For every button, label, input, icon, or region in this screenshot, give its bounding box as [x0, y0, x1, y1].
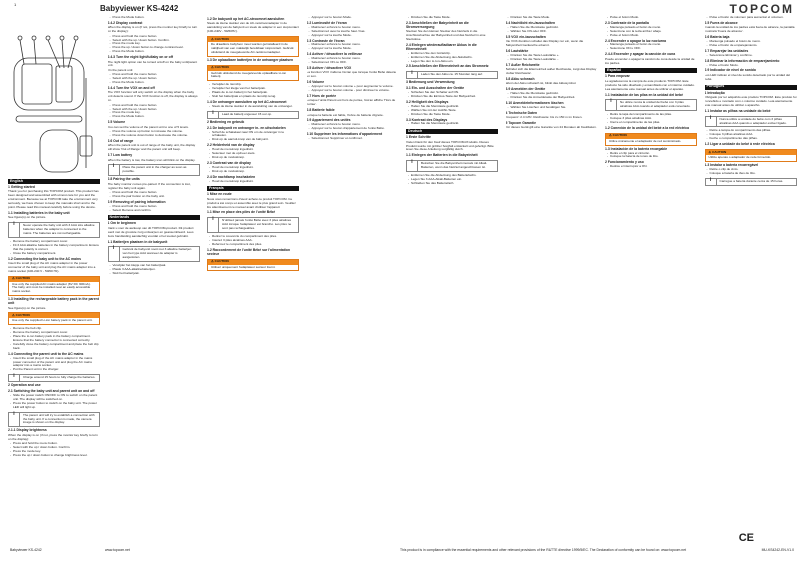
list-item: - Press the up / down button to change brightness level. [8, 454, 100, 458]
list-item: - Appuyez sur la touche Mode. [307, 47, 399, 51]
paragraph: Frequenz: 2.4 GHz. Reichweite: bis zu 150 m im Freien. [505, 115, 583, 120]
caution-text: De draadloze babyfoon moet worden geïnstalleerd in de nabijheid van een makkelijk bereikbaar stopcontact. Gebruik uitsluitend de meegeleverde AC-netstroomadapter. [211, 42, 294, 54]
info-note [108, 164, 200, 176]
section-heading: 2.1 Switching the baby unit and parent unit on and off [8, 389, 95, 394]
paragraph: Insert the small plug of the AC mains adaptor in the power connector of the baby unit and plug the AC mains adaptor into a mains socket (100-240 V - 50/60 Hz). [8, 260, 96, 273]
list-item: - Select with the up / down button. [108, 108, 200, 112]
section-heading: 1 Om te beginnen [107, 221, 136, 226]
list-item: - Press the mode key. [8, 450, 100, 454]
section-heading: 3.6 Lautstärke [505, 48, 529, 53]
caution-box [8, 312, 100, 325]
info-icon: i [9, 223, 20, 237]
note-text: Laad de batterij ongeveer 15 uur op. [222, 111, 272, 116]
caution-header: ⚠ CAUTION [208, 37, 298, 42]
text-column [108, 16, 200, 541]
list-item: - Plaats de Li-ion batterij in het batterijvak. [207, 91, 299, 95]
list-item: - Remove the battery compartment cover. [8, 331, 100, 335]
paragraph: Befindet sich die Elterneinheit außer Reichweite, zeigt das Display 'Außer Reichweite'. [505, 66, 597, 75]
list-item: - Wählen Sie ON oder OFF. [506, 30, 598, 34]
list-item: - Select with the up / down button. Confirm. [8, 446, 100, 450]
language-header: Nederlands [108, 215, 200, 220]
paragraph: The baby monitor comes pre-paired. If the connection is lost, register the baby unit again. [107, 181, 191, 190]
section-heading: 3.2 Helligkeit des Displays [406, 99, 449, 104]
page-number: 1 [14, 2, 17, 7]
text-column [406, 16, 498, 541]
list-item: - Retirez le couvercle du compartiment des piles. [207, 235, 299, 239]
caution-text: Gebruik uitsluitend de meegeleverde oplaadbare Li-ion batterij. [211, 70, 287, 79]
list-item: - Press and hold the menu button. [108, 35, 200, 39]
caution-header: ⚠ CAUTION [208, 260, 298, 265]
paragraph: When the display is on (if not, press the monitor key briefly to turn on the display): [8, 432, 98, 441]
paragraph: Steek de kleine stekker van de AC-netstroomadapter in de aansluiting van de babyunit en steek de adapter in een stopcontact (100-240V - 50/60Hz). [207, 21, 299, 34]
list-item: - Schuif de schakelaar naar ON om de ontvanger in te schakelen. [207, 131, 299, 139]
paragraph: When the parent unit is out of range of the baby unit, the display will show 'Out of Range' and the parent unit will beep. [107, 143, 196, 152]
section-heading: 1.4 Connecting the parent unit to the AC mains [8, 351, 84, 356]
footer-website[interactable]: www.topcom.net [105, 548, 130, 552]
section-heading: 2.8 Eliminar la información de emparejamiento [704, 58, 780, 63]
section-heading: 1.1 Installing batteries in the baby unit [8, 210, 70, 215]
list-item: - Sélectionnez ON ou OFF. [307, 61, 399, 65]
section-heading: 1 Erste Schritte [406, 135, 431, 140]
section-heading: 2 Bediening en gebruik [207, 119, 245, 124]
list-item: - Wählen Sie mit der Auf/Ab-Taste. [406, 109, 498, 113]
paragraph: Für dieses Gerät gilt eine Garantie von 24 Monaten ab Kaufdatum. [505, 125, 597, 130]
list-item: - Carefully close the battery compartment and place the belt clip back. [8, 343, 100, 351]
section-heading: 3.5 VOX ein-/ausschalten [505, 34, 546, 39]
info-icon: i [208, 112, 219, 118]
section-heading: 1 Mise en route [207, 192, 232, 197]
caution-box [705, 149, 797, 162]
language-header: English [8, 179, 100, 184]
section-heading: 2.6 Out of range [107, 138, 134, 143]
list-item: - Verwijder de riemclip. [207, 83, 299, 87]
paragraph: When the display is on (if not, press the monitor key briefly to turn on the display): [107, 25, 198, 34]
section-heading: 1.1 Batterijen plaatsen in de babyunit [107, 239, 168, 244]
section-heading: 3 Bedienung und Verwendung [406, 80, 455, 85]
list-item: - Place the Li-ion battery pack in the battery compartment. Ensure that the battery connector is connected correctly. [8, 335, 100, 343]
section-heading: 3.4 Nachtlicht ein-/ausschalten [505, 20, 556, 25]
section-heading: 1.1 Instalar as pilhas na unidade do bebé [704, 108, 771, 113]
paragraph: Die VOX-Funktion schaltet das Display nur ein, wenn die Babyeinheit Geräusche erkennt. [505, 39, 584, 47]
section-heading: 2.5 Fuera de alcance [704, 20, 738, 25]
list-item: - Pulse el botón Modo. [705, 64, 797, 68]
list-item: - Press the Mode button. [108, 81, 200, 85]
section-heading: 2.10 Supprimer les informations d'appariement [306, 132, 383, 137]
section-heading: 1.4 De ontvanger aansluiten op het AC-stroomnet [207, 100, 287, 104]
info-icon: i [109, 247, 120, 261]
paragraph: Vielen Dank für den Kauf dieses TOPCOM-Produkts. Dieses Produkt wurde mit größter Sorgfalt entwickelt und gefertigt. Bitte lesen Sie diese Anleitung sorgfältig durch. [406, 139, 494, 152]
text-column [506, 16, 598, 541]
caution-text: Utilice únicamente el adaptador de red suministrado. [609, 138, 682, 143]
caution-box [8, 276, 100, 297]
section-heading: 1.1 Einlegen der Batterien in die Babyeinheit [406, 153, 478, 158]
list-item: - Mantenga pulsado el botón de menú. [605, 43, 697, 47]
language-header: Español [605, 68, 697, 73]
text-column [207, 16, 299, 541]
section-heading: 1.3 De oplaadbare batterijen in de ontvanger plaatsen [207, 57, 294, 62]
list-item: - Plaats 3 AAA-alkalinebatterijen. [108, 268, 200, 272]
list-item: - Maintenez enfoncé le bouton menu. [307, 123, 399, 127]
list-item: - Press the Mode button. [108, 115, 200, 119]
list-item: - Press the Mode button. [108, 16, 200, 20]
list-item: - Seleccione ON u OFF. [605, 47, 697, 51]
list-item: - Pulse el botón de emparejamiento. [705, 44, 797, 48]
info-note [8, 222, 100, 238]
section-heading: 2 Funcionamiento y uso [605, 160, 644, 165]
caution-box [207, 65, 299, 82]
list-item: - Coloque a bateria de iões de lítio. [705, 172, 797, 176]
section-heading: 2 Operation and use [8, 383, 41, 388]
footer-compliance: This product is in compliance with the essential requirements and other relevant provisions of the R&TTE directive 1999/5/EC. The Declaration of conformity can be found on: www.topcom.net [400, 548, 687, 552]
list-item: - Maintenez enfoncé le bouton menu. [307, 26, 399, 30]
list-item: - Coloque 3 pilhas alcalinas AAA. [705, 133, 797, 137]
list-item: - Press the mode key. [108, 42, 200, 46]
section-heading: 2.4 De nachtlamp inschakelen [207, 174, 256, 179]
section-heading: 2.4.4 Encender y apagar la canción de cuna [605, 52, 676, 57]
list-item: - Retire o clip de cinto. [705, 168, 797, 172]
section-heading: 2.2 Luminosité de l'écran [306, 20, 347, 25]
caution-header: ⚠ CAUTION [606, 134, 696, 139]
list-item: - Halten Sie die Menütaste gedrückt. [506, 26, 598, 30]
list-item: - Slide the power switch ON/OFF to ON to switch on the parent unit. The display will be switched on. [8, 394, 100, 402]
paragraph: Stecken Sie den kleinen Stecker des Netzteils in die Anschlussbuchse der Babyeinheit und das Netzteil in eine Steckdose. [406, 29, 486, 42]
section-heading: 1.3 Instalar a bateria recarregável [704, 162, 759, 167]
note-text: Nunca utilize a unidade do bebé com 3 pilhas alcalinas AAA quando o adaptador estiver ligado. [719, 116, 787, 125]
info-note [406, 160, 498, 172]
list-item: - Insert the small plug of the AC mains adaptor in the mains power connector of the parent unit and plug the AC mains adaptor into a mains socket. [8, 357, 100, 369]
page-title: Babyviewer KS-4242 [100, 4, 179, 13]
list-item: - Druk op de modusknop. [207, 170, 299, 174]
info-note [406, 71, 498, 79]
info-icon: i [407, 161, 418, 171]
list-item: - Steek de kleine stekker in de aansluiting van de ontvanger. [207, 105, 299, 109]
list-item: - Press and hold the menu button. [8, 442, 100, 446]
list-item: - Entfernen Sie die Abdeckung des Batteriefachs. [406, 174, 498, 178]
list-item: - Drücken Sie die Taste Lautstärke +. [506, 54, 598, 58]
paragraph: On the parent unit: [107, 67, 134, 72]
paragraph: The VOX function will only switch on the display when the baby unit detects sound. If the VOX function is off, the display is always on. [107, 90, 198, 103]
list-item: - Verwijder het klepje van het batterijvak. [207, 87, 299, 91]
note-text: Carregue a bateria durante cerca de 15 horas. [719, 178, 784, 183]
list-item: - Press the up / down button to change contrast level. [108, 46, 200, 50]
list-item: - Press and hold the menu button. [108, 191, 200, 195]
paragraph: Thank you for purchasing this TOPCOM product. This product has been designed and assembled with utmost care for you and the environment. Because we at TOPCOM take the environment very seriously, we have chosen to keep the manuals short and to the point. Please read this manual carefully before using the device. [8, 189, 99, 209]
list-item: - Mantenga pulsado el botón de menú. [605, 26, 697, 30]
list-item: - Remove the battery compartment cover. [8, 240, 100, 244]
list-item: - Cierre el compartimento de las pilas. [605, 121, 697, 125]
section-heading: 2.6 Batería baja [704, 35, 730, 40]
info-icon: i [9, 413, 20, 427]
paragraph: Nous vous remercions d'avoir acheté ce produit TOPCOM. Ce produit a été conçu et assemblé avec le plus grand soin. Veuillez lire attentivement ce manuel avant d'utiliser l'appareil. [207, 196, 296, 209]
list-item: - Deslice el interruptor a ON. [605, 165, 697, 169]
list-item: - Mantenga pulsado el botón de menú. [705, 40, 797, 44]
caution-header: ⚠ CAUTION [208, 66, 298, 71]
section-heading: 2.9 Indicador de nivel de sonido [704, 68, 756, 73]
list-item: - Wählen Sie Löschen und bestätigen Sie. [506, 106, 598, 110]
paragraph: Wenn der Akku schwach ist, blinkt das Akkusymbol. [505, 81, 577, 86]
section-heading: 2.4 Einlegen wiederaufladbarer Akkus in die Elterneinheit [406, 42, 477, 51]
note-text: Place the parent unit in the charger as soon as possible. [122, 165, 187, 174]
section-heading: 2.7 Low battery [107, 153, 133, 158]
note-text: Gebruik de babyunit nooit met 3 alkaline batterijen van het type AAA wanneer de adapter is aangesloten. [122, 247, 192, 260]
section-heading: 2.5 Activer / désactiver VOX [306, 65, 352, 70]
section-heading: 2.1 De babyunit en ontvanger in- en uitschakelen [207, 125, 286, 130]
note-text: The parent unit will try to establish a connection with the baby unit. If a connection is made, the camera image is shown on the display. [23, 412, 95, 425]
list-item: - Press the volume up button to increase the volume. [108, 130, 200, 134]
list-item: - Press the power button to switch on the baby unit. The power LED will light up. [8, 402, 100, 410]
list-item: - Feche o compartimento das pilhas. [705, 137, 797, 141]
list-item: - Sélectionnez Supprimer et confirmez. [307, 137, 399, 141]
list-item: - Sluit het batterijvak en plaats de riemclip terug. [207, 95, 299, 99]
list-item: - Halten Sie die Menütaste gedrückt. [406, 105, 498, 109]
info-note [108, 246, 200, 262]
list-item: - Retire la tapa del compartimento de las pilas. [605, 113, 697, 117]
caution-header: ⚠ CAUTION [9, 277, 99, 282]
list-item: - Retire el clip para el cinturón. [605, 152, 697, 156]
section-heading: 2.9 Appariement des unités [306, 118, 351, 123]
list-item: - Coloque 3 pilas alcalinas AAA. [605, 117, 697, 121]
list-item: - Sélectionnez avec la touche haut / bas. [307, 30, 399, 34]
list-item: - Druk op de aan/uit-knop van de babyunit. [207, 138, 299, 142]
list-item: - Appuyez sur le bouton volume - pour diminuer le volume. [307, 89, 399, 93]
language-header: Français [207, 186, 299, 191]
paragraph: You can set the volume of the parent unit to one of 5 levels. [107, 124, 189, 129]
list-item: - Insérez 3 piles alcalines AAA. [207, 239, 299, 243]
section-heading: 1.2 Raccordement de l'unité Bébé sur l'alimentation secteur [207, 247, 291, 256]
info-icon: i [706, 179, 717, 185]
text-column [307, 16, 399, 541]
list-item: - Press the pair button on the baby unit. [108, 195, 200, 199]
paragraph: See figure(s) on the picture. [8, 215, 47, 220]
section-heading: 1 Para empezar [605, 74, 630, 79]
section-heading: 1.1 Mise en place des piles de l'unité Bébé [207, 210, 276, 215]
info-note [705, 178, 797, 186]
info-note [8, 374, 100, 382]
list-item: - Halten Sie die Menütaste gedrückt. [506, 92, 598, 96]
section-heading: 2.5 Volume [107, 120, 126, 125]
list-item: - Schließen Sie das Batteriefach. [406, 182, 498, 186]
section-heading: 3.8 Akku schwach [505, 76, 535, 81]
list-item: - Appuyez sur le bouton Mode. [307, 16, 399, 20]
section-heading: 2.4 Encender o apagar la luz nocturna [605, 38, 667, 43]
list-item: - Refermez le compartiment des piles. [207, 243, 299, 247]
list-item: - Verwijder het klepje van het batterijvak. [108, 264, 200, 268]
list-item: - Houd de menuknop ingedrukt. [207, 148, 299, 152]
figure-spacer [8, 16, 100, 176]
list-item: - Drücken Sie die Taste Mode. [406, 113, 498, 117]
list-item: - Press the mode key. [108, 111, 200, 115]
paragraph: Puede encender o apagar la canción de cuna desde la unidad de los padres. [605, 56, 695, 65]
list-item: - Selecteer met de op/neer-toets. [207, 152, 299, 156]
info-note [207, 111, 299, 119]
section-heading: 2.3 Contraste de l'écran [306, 38, 345, 43]
list-item: - Entfernen Sie den Gürtelclip. [406, 52, 498, 56]
section-heading: 2.3 Contraste de la pantalla [605, 20, 649, 25]
section-heading: 1.2 Ligar a unidade do bebé à rede eléctrica [704, 142, 775, 147]
paragraph: The night light option can be turned on/off on the baby unit/parent unit. [107, 59, 198, 68]
note-text: N'utilisez jamais l'unité Bébé avec 3 piles alcalines AAA lorsque l'adaptateur est branché. Les piles ne sont pas rechargeables. [222, 218, 292, 231]
info-icon: i [109, 165, 120, 175]
list-item: - Pulse el botón Modo. [605, 34, 697, 38]
list-item: - Select with the up / down button. Confirm. [108, 39, 200, 43]
list-item: - Remove the belt clip. [8, 327, 100, 331]
list-item: - Pulse el botón Modo. [605, 16, 697, 20]
list-item: - Fit 3 AAA alkaline batteries in the battery compartment. Ensure that the polarity is correct. [8, 244, 100, 252]
caution-box [605, 133, 697, 146]
ce-mark: CE [738, 532, 754, 544]
paragraph: Lorsque la batterie est faible, l'icône de batterie clignote. [306, 112, 384, 117]
caution-text: Use only the supplied AC mains adaptor (6V DC 300mA). The baby unit must be installed near an easily accessible mains socket. [12, 281, 91, 294]
section-heading: 2.4.2 Display contrast [107, 20, 143, 25]
paragraph: Los LED indican el nivel de sonido detectado por la unidad del bebé. [704, 72, 790, 81]
info-note [207, 217, 299, 233]
section-heading: 2.4 Activer / désactiver la veilleuse [306, 52, 363, 57]
document-code: MU-KS4242-EN-V1.0 [761, 548, 794, 552]
section-heading: 2.7 Emparejar las unidades [704, 48, 749, 53]
section-heading: 1.3 Instalación de la batería recargable [605, 146, 668, 151]
info-icon: i [606, 100, 617, 110]
list-item: - Select with the up / down button. [108, 77, 200, 81]
section-heading: 2.6 Volume [306, 80, 325, 85]
note-text: Laden Sie den Akku ca. 15 Stunden lang auf. [421, 72, 483, 77]
language-header: Deutsch [406, 129, 498, 134]
section-heading: 2.3 Anschließen der Babyeinheit an die Stromversorgung [406, 20, 469, 29]
section-heading: 5 Topcom Garantie [505, 120, 536, 125]
caution-header: ⚠ CAUTION [706, 150, 796, 155]
list-item: - Halten Sie die Menütaste gedrückt. [406, 122, 498, 126]
list-item: - Press and hold the menu button. [108, 104, 200, 108]
caution-text: Use only the supplied Li-ion battery pack in the parent unit. [12, 318, 93, 323]
info-note [705, 116, 797, 128]
list-item: - Appuyez sur le bouton volume + pour augmenter le volume. [307, 85, 399, 89]
language-header: Português [705, 85, 797, 90]
section-heading: 2.4.3 Turn the night light/lullaby on or off [107, 55, 173, 60]
section-heading: 4 Technische Daten [505, 110, 538, 115]
caution-box [207, 36, 299, 57]
list-item: - Houd de menuknop ingedrukt. [207, 166, 299, 170]
section-heading: 3.10 Anmeldeinformationen löschen [505, 100, 564, 105]
caution-text: Utilize apenas o adaptador de rede fornecido. [708, 154, 772, 159]
section-heading: 2.3 Contrast van de display [207, 160, 251, 165]
list-item: - Seleccione con la tecla arriba / abajo. [605, 30, 697, 34]
section-heading: 1.1 Instalación de las pilas en la unidad del bebé [605, 92, 684, 97]
list-item: - Press the Mode button. [108, 50, 200, 54]
list-item: - Druk op de modusknop. [207, 156, 299, 160]
list-item: - Drücken Sie die Taste Mode. [406, 16, 498, 20]
section-heading: 1.2 Connecting the baby unit to the AC mains [8, 256, 81, 261]
list-item: - Close the battery compartment. [8, 252, 100, 256]
section-heading: 3.3 Kontrast des Displays [406, 117, 448, 122]
section-heading: 2.8 Batterie faible [306, 108, 335, 113]
list-item: - Maintenez enfoncé le bouton menu. [307, 43, 399, 47]
text-column [705, 16, 797, 541]
list-item: - Select Remove and confirm. [108, 209, 200, 213]
caution-header: ⚠ CAUTION [9, 313, 99, 318]
info-icon: i [208, 218, 219, 232]
list-item: - Schieben Sie den Schalter auf ON. [406, 91, 498, 95]
note-text: Betreiben Sie die Babyeinheit niemals mit Alkali-Batterien, wenn das Netzteil angeschlossen ist. [421, 161, 488, 170]
section-heading: 1 Introdução [704, 90, 725, 95]
list-item: - Retire a tampa do compartimento das pilhas. [705, 129, 797, 133]
section-heading: 1.3 Installing the rechargeable battery pack in the parent unit [8, 297, 99, 306]
list-item: - Legen Sie den Li-Ion-Akku ein. [406, 60, 498, 64]
list-item: - Maintenez enfoncé le bouton menu. [307, 57, 399, 61]
info-icon: i [706, 117, 717, 127]
list-item: - Coloque la batería de iones de litio. [605, 155, 697, 159]
info-note [605, 99, 697, 111]
list-item: - Legen Sie 3 AAA-Alkali-Batterien ein. [406, 178, 498, 182]
list-item: - Press the volume down button to decrease the volume. [108, 134, 200, 138]
list-item: - Press and hold the menu button. [108, 73, 200, 77]
note-text: No utilice nunca la unidad del bebé con 3 pilas alcalinas AAA cuando el adaptador está conectado. [620, 100, 691, 109]
paragraph: Lorsque l'unité Parent est hors de portée, l'écran affiche 'Hors de portée'. [306, 98, 396, 107]
text-column [8, 16, 100, 541]
list-item: - Drücken Sie die Taste Lautstärke -. [506, 58, 598, 62]
paragraph: Le agradecemos la compra de este producto TOPCOM. Este producto ha sido diseñado y ensamblado con el máximo cuidado. Lea atentamente este manual antes de utilizar el aparato. [605, 78, 695, 91]
caution-box [207, 259, 299, 272]
list-item: - Put the Parent unit in the charger. [8, 368, 100, 372]
section-heading: 2.2 Helderheid van de display [207, 143, 255, 148]
list-item: - Seleccione Eliminar y confirme. [705, 54, 797, 58]
note-text: Never operate the baby unit with 3 AAA size alkaline batteries when the adaptor is connected to the mains. The batteries are not rechargeable. [23, 223, 95, 235]
section-heading: 2.1.1 Display brightness [8, 428, 47, 433]
section-heading: 3.9 Anmelden der Geräte [505, 87, 546, 92]
info-icon: i [407, 72, 418, 78]
list-item: - Drücken Sie die Anmeldetaste der Babyeinheit. [506, 96, 598, 100]
info-note [8, 412, 100, 428]
list-item: - Press and hold the menu button. [108, 205, 200, 209]
section-heading: 3.1 Ein- und Ausschalten der Geräte [406, 86, 465, 91]
paragraph: See figure(s) on the picture. [8, 305, 47, 310]
list-item: - Sluit het batterijvak. [108, 272, 200, 276]
section-heading: 2.9 Removing of pairing information [107, 199, 166, 204]
caution-text: Utilisez uniquement l'adaptateur secteur fourni. [211, 264, 276, 269]
section-heading: 2.8 Pairing the units [107, 177, 140, 182]
text-column [605, 16, 697, 541]
section-heading: 3.7 Außer Reichweite [505, 62, 540, 67]
brand-logo: TOPCOM [729, 2, 794, 16]
section-heading: 2.7 Hors de portée [306, 93, 337, 98]
section-heading: 1.2 Conexión de la unidad del bebé a la red eléctrica [605, 125, 690, 130]
list-item: - Entfernen Sie die Abdeckung des Akkufachs. [406, 56, 498, 60]
list-item: - Drücken Sie die Ein/Aus-Taste der Babyeinheit. [406, 95, 498, 99]
paragraph: When the battery is low, the battery icon will blink on the display. [107, 157, 196, 162]
info-icon: i [9, 375, 20, 381]
section-heading: 2.5 Anschließen der Elterneinheit an das Stromnetz [406, 64, 489, 69]
list-item: - Drücken Sie die Taste Mode. [506, 16, 598, 20]
list-item: - Appuyez sur le bouton d'appariement de l'unité Bébé. [307, 127, 399, 131]
list-item: - Pulse el botón de volumen para aumentar el volumen. [705, 16, 797, 20]
paragraph: La fonction VOX n'allume l'écran que lorsque l'unité Bébé détecte un son. [306, 70, 397, 79]
note-text: Charge around 15 hours to fully charge the batteries. [23, 375, 96, 380]
paragraph: Dank u voor de aankoop van dit TOPCOM-product. Dit product werd met de grootste zorg ontworpen en geassembleerd. Lees deze handleiding aandachtig voordat u het toestel gebruikt. [107, 225, 194, 238]
list-item: - Appuyez sur la touche Mode. [307, 34, 399, 38]
section-heading: 1.2 De babyunit op het AC-stroomnet aansluiten [207, 17, 285, 21]
section-heading: 1 Getting started [8, 184, 35, 189]
footer-model: Babyviewer KS-4242 [10, 548, 42, 552]
paragraph: Obrigado por ter adquirido este produto TOPCOM. Este produto foi concebido e montado com o máximo cuidado. Leia atentamente este manual antes de utilizar o aparelho. [704, 95, 797, 107]
list-item: - Houd de menuknop ingedrukt. [207, 180, 299, 184]
section-heading: 2.4.4 Turn the VOX on and off [107, 86, 155, 90]
paragraph: Cuando la unidad de los padres está fuera de alcance, la pantalla mostrará 'Fuera de alcance'. [704, 25, 795, 34]
